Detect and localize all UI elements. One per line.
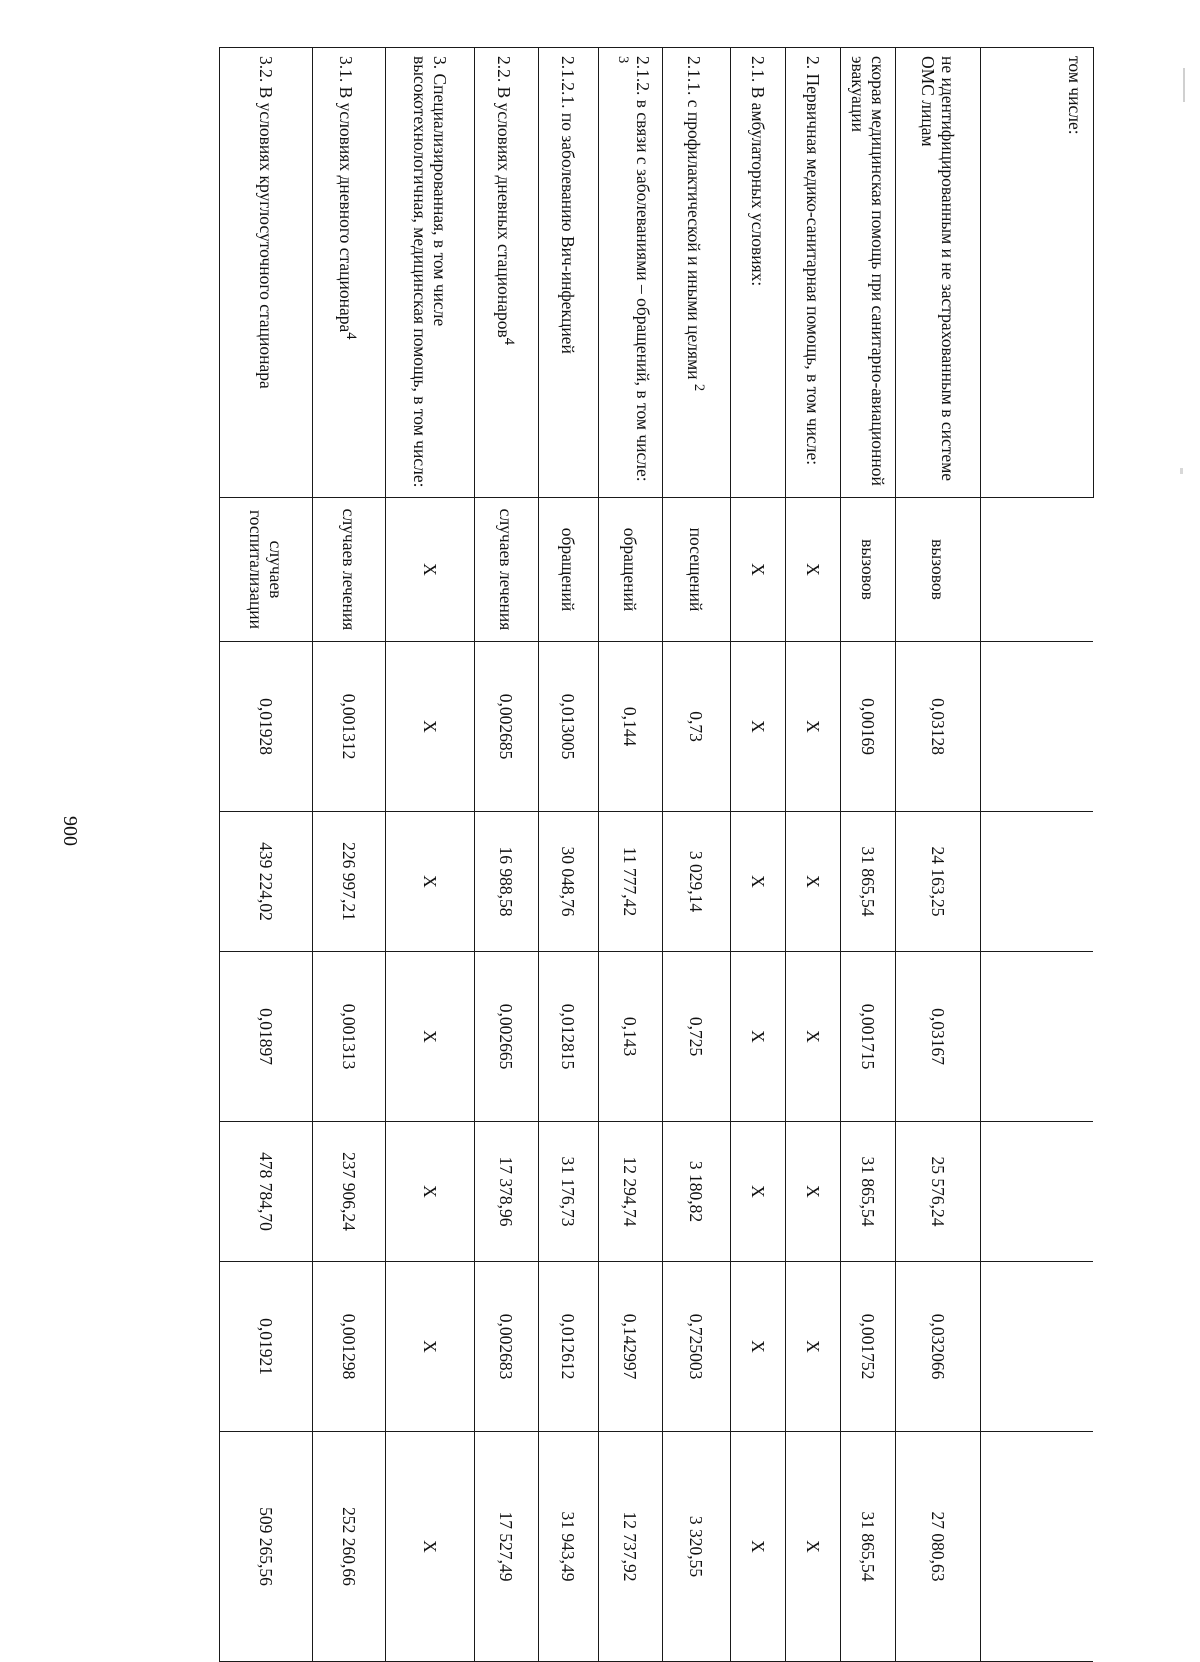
unit-cell: случаев госпитализации	[220, 498, 313, 642]
cost-cell-1: 3 029,14	[663, 812, 731, 952]
unit-cell: вызовов	[896, 498, 981, 642]
volume-cell-2: 0,725	[663, 952, 731, 1122]
volume-cell-1: 0,144	[599, 642, 663, 812]
volume-cell-2: 0,001715	[841, 952, 896, 1122]
footnote-marker: 3	[614, 56, 631, 64]
cost-cell-1: Х	[386, 812, 475, 952]
cost-cell-2: 25 576,24	[896, 1122, 981, 1262]
volume-cell-2: 0,03167	[896, 952, 981, 1122]
table-row	[220, 48, 313, 1662]
cost-cell-3: 509 265,56	[220, 1432, 313, 1662]
volume-cell-1: 0,73	[663, 642, 731, 812]
unit-cell: Х	[786, 498, 841, 642]
cost-cell-1: 226 997,21	[313, 812, 386, 952]
row-label	[475, 48, 539, 498]
cost-cell-3: 17 527,49	[475, 1432, 539, 1662]
table-row	[475, 48, 539, 1662]
cost-cell-3: 3 320,55	[663, 1432, 731, 1662]
cost-cell-1: 30 048,76	[539, 812, 599, 952]
volume-cell-3: 0,142997	[599, 1262, 663, 1432]
volume-cell-2: 0,002665	[475, 952, 539, 1122]
cost-cell-1: Х	[786, 812, 841, 952]
unit-cell: обращений	[599, 498, 663, 642]
header-empty-cell	[981, 498, 1094, 642]
table-row	[663, 48, 731, 1662]
cost-cell-2: Х	[731, 1122, 786, 1262]
table-row	[786, 48, 841, 1662]
header-empty-cell	[981, 1262, 1094, 1432]
page-number: 900	[59, 816, 81, 846]
unit-cell: Х	[386, 498, 475, 642]
cost-cell-3: Х	[386, 1432, 475, 1662]
row-label	[313, 48, 386, 498]
cost-cell-3: Х	[786, 1432, 841, 1662]
data-table	[219, 47, 1094, 1662]
volume-cell-2: 0,001313	[313, 952, 386, 1122]
cost-cell-3: 27 080,63	[896, 1432, 981, 1662]
row-label-text: 3.1. В условиях дневного стационара	[336, 56, 357, 333]
volume-cell-3: 0,01921	[220, 1262, 313, 1432]
volume-cell-3: 0,725003	[663, 1262, 731, 1432]
header-empty-cell	[981, 1432, 1094, 1662]
footnote-marker: 4	[500, 337, 517, 346]
table-header-row	[981, 48, 1094, 1662]
volume-cell-3: 0,001298	[313, 1262, 386, 1432]
footnote-marker: 2	[690, 383, 707, 392]
table-row	[731, 48, 786, 1662]
cost-cell-2: 31 176,73	[539, 1122, 599, 1262]
header-empty-cell	[981, 1122, 1094, 1262]
row-label: 2.1.2.1. по заболеванию Вич-инфекцией	[539, 48, 599, 498]
volume-cell-3: 0,001752	[841, 1262, 896, 1432]
scan-edge-mark	[1183, 68, 1185, 102]
cost-cell-3: 31 865,54	[841, 1432, 896, 1662]
rotated-table-container	[214, 47, 1094, 1661]
row-label-text: 2.1.1. с профилактической и иными целями	[684, 56, 705, 380]
volume-cell-2: Х	[786, 952, 841, 1122]
volume-cell-3: 0,012612	[539, 1262, 599, 1432]
table-row	[841, 48, 896, 1662]
table-row	[386, 48, 475, 1662]
volume-cell-1: 0,001312	[313, 642, 386, 812]
cost-cell-1: Х	[731, 812, 786, 952]
cost-cell-2: Х	[786, 1122, 841, 1262]
header-empty-cell	[981, 642, 1094, 812]
cost-cell-1: 11 777,42	[599, 812, 663, 952]
table-row	[599, 48, 663, 1662]
volume-cell-3: Х	[786, 1262, 841, 1432]
volume-cell-1: 0,03128	[896, 642, 981, 812]
volume-cell-2: Х	[731, 952, 786, 1122]
row-label: 3. Специализированная, в том числе высокотехнологичная, медицинская помощь, в том числе:	[386, 48, 475, 498]
cost-cell-1: 16 988,58	[475, 812, 539, 952]
volume-cell-1: Х	[786, 642, 841, 812]
cost-cell-2: 17 378,96	[475, 1122, 539, 1262]
volume-cell-2: Х	[386, 952, 475, 1122]
row-label: не идентифицированным и не застрахованным в системе ОМС лицам	[896, 48, 981, 498]
cost-cell-1: 24 163,25	[896, 812, 981, 952]
volume-cell-3: Х	[731, 1262, 786, 1432]
table-row	[539, 48, 599, 1662]
cost-cell-1: 31 865,54	[841, 812, 896, 952]
row-label	[663, 48, 731, 498]
volume-cell-2: 0,01897	[220, 952, 313, 1122]
volume-cell-1: Х	[731, 642, 786, 812]
cost-cell-3: 12 737,92	[599, 1432, 663, 1662]
volume-cell-2: 0,012815	[539, 952, 599, 1122]
cost-cell-2: 3 180,82	[663, 1122, 731, 1262]
row-label-text: 2.2. В условиях дневных стационаров	[494, 56, 515, 338]
volume-cell-1: 0,00169	[841, 642, 896, 812]
volume-cell-1: 0,013005	[539, 642, 599, 812]
header-label-cell: том числе:	[981, 48, 1094, 498]
table-row	[896, 48, 981, 1662]
volume-cell-1: 0,01928	[220, 642, 313, 812]
cost-cell-2: 237 906,24	[313, 1122, 386, 1262]
cost-cell-2: 31 865,54	[841, 1122, 896, 1262]
header-empty-cell	[981, 952, 1094, 1122]
cost-cell-2: 12 294,74	[599, 1122, 663, 1262]
cost-cell-1: 439 224,02	[220, 812, 313, 952]
cost-cell-2: 478 784,70	[220, 1122, 313, 1262]
header-empty-cell	[981, 812, 1094, 952]
row-label-text: 2.1.2. в связи с заболеваниями – обращений, в том числе:	[632, 56, 653, 482]
row-label: 2.1. В амбулаторных условиях:	[731, 48, 786, 498]
cost-cell-3: Х	[731, 1432, 786, 1662]
footnote-marker: 4	[343, 332, 360, 340]
unit-cell: Х	[731, 498, 786, 642]
volume-cell-3: Х	[386, 1262, 475, 1432]
cost-cell-2: Х	[386, 1122, 475, 1262]
row-label	[599, 48, 663, 498]
unit-cell: случаев лечения	[313, 498, 386, 642]
unit-cell: случаев лечения	[475, 498, 539, 642]
volume-cell-1: 0,002685	[475, 642, 539, 812]
table-row	[313, 48, 386, 1662]
volume-cell-1: Х	[386, 642, 475, 812]
row-label: скорая медицинская помощь при санитарно-авиационной эвакуации	[841, 48, 896, 498]
volume-cell-2: 0,143	[599, 952, 663, 1122]
cost-cell-3: 31 943,49	[539, 1432, 599, 1662]
volume-cell-3: 0,002683	[475, 1262, 539, 1432]
cost-cell-3: 252 260,66	[313, 1432, 386, 1662]
volume-cell-3: 0,032066	[896, 1262, 981, 1432]
row-label: 2. Первичная медико-санитарная помощь, в том числе:	[786, 48, 841, 498]
row-label: 3.2. В условиях круглосуточного стационара	[220, 48, 313, 498]
unit-cell: обращений	[539, 498, 599, 642]
scan-edge-dot	[1180, 468, 1183, 474]
unit-cell: вызовов	[841, 498, 896, 642]
unit-cell: посещений	[663, 498, 731, 642]
